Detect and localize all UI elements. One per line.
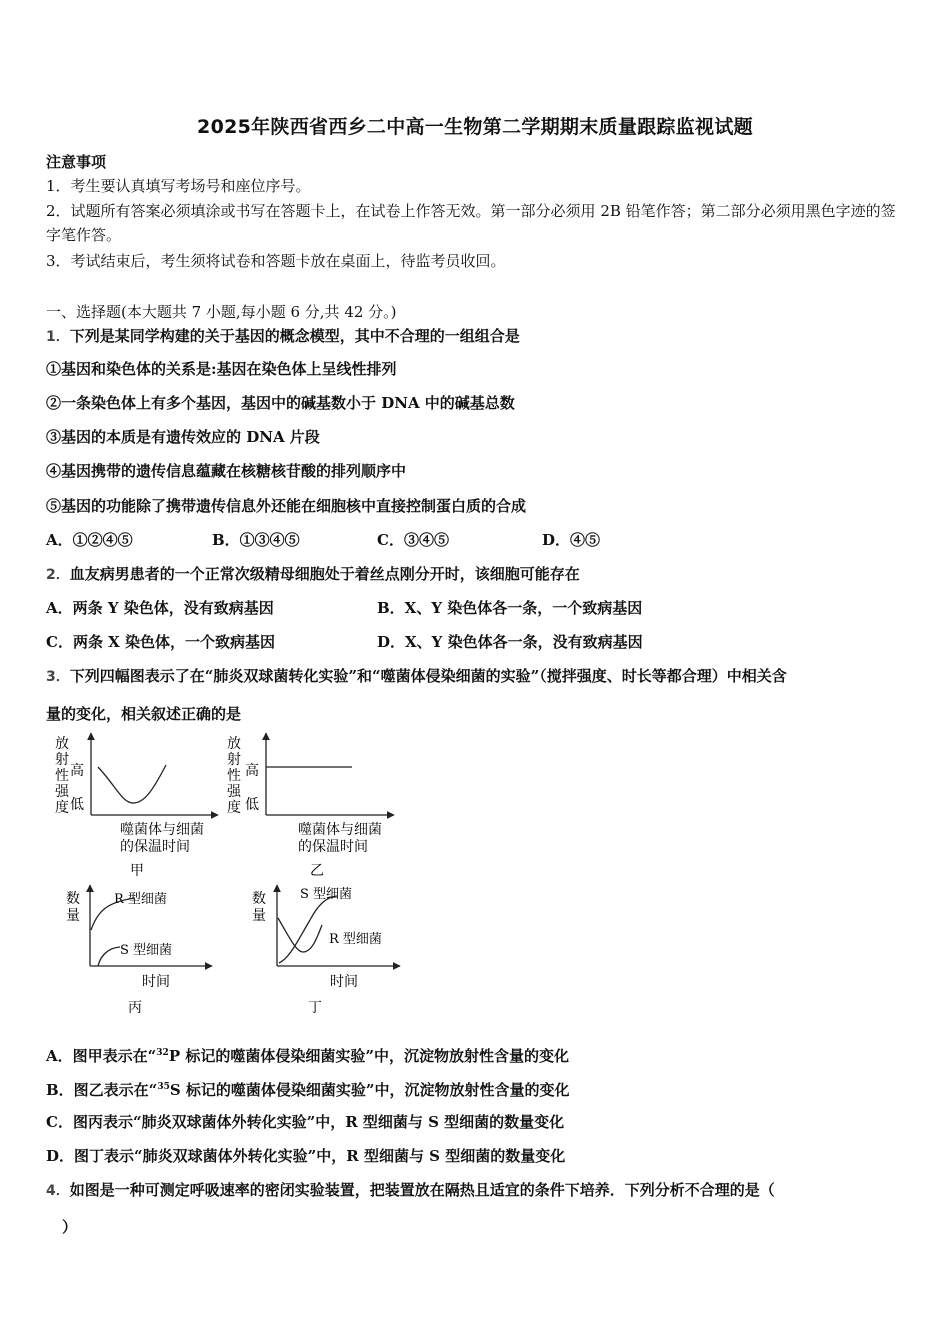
option-text: C．图丙表示“肺炎双球菌体外转化实验”中，R 型细菌与 S 型细菌的数量变化 bbox=[46, 1113, 565, 1131]
question-number: 4． bbox=[46, 1183, 70, 1199]
notice-item-3: 3．考试结束后，考生须将试卷和答题卡放在桌面上，待监考员收回。 bbox=[46, 252, 506, 270]
question-number: 1． bbox=[46, 329, 70, 345]
s-type-label: S 型细菌 bbox=[120, 943, 173, 958]
question-number: 3． bbox=[46, 669, 70, 685]
question-number: 2． bbox=[46, 567, 70, 583]
y-label-char: 强 bbox=[227, 784, 241, 800]
q3-figures bbox=[40, 730, 420, 1020]
superscript: 35 bbox=[157, 1082, 170, 1092]
question-1 bbox=[46, 324, 520, 349]
q3-option-c[interactable] bbox=[46, 1110, 564, 1134]
y-label-char: 度 bbox=[55, 800, 69, 816]
option-text: P 标记的噬菌体侵染细菌实验”中，沉淀物放射性含量的变化 bbox=[168, 1047, 569, 1065]
r-type-curve bbox=[278, 918, 322, 952]
superscript: 32 bbox=[156, 1048, 169, 1058]
question-4-paren: ） bbox=[62, 1218, 78, 1236]
y-label-char: 度 bbox=[227, 800, 241, 816]
y-label-char: 量 bbox=[252, 908, 266, 924]
y-label-char: 数 bbox=[252, 891, 266, 907]
option-text: B．图乙表示在“ bbox=[46, 1081, 158, 1099]
figure-name: 乙 bbox=[310, 863, 324, 879]
q1-option-a[interactable]: A．①②④⑤ bbox=[46, 531, 133, 549]
question-3-line-2: 量的变化，相关叙述正确的是 bbox=[46, 705, 242, 723]
y-label-char: 强 bbox=[55, 784, 69, 800]
s-type-curve bbox=[279, 896, 337, 963]
figure-bing bbox=[66, 885, 212, 1016]
y-label-char: 放 bbox=[227, 736, 241, 752]
y-label-char: 射 bbox=[227, 752, 241, 768]
question-2 bbox=[46, 562, 580, 587]
x-label: 时间 bbox=[142, 974, 170, 990]
option-text: S 标记的噬菌体侵染细菌实验”中，沉淀物放射性含量的变化 bbox=[169, 1081, 570, 1099]
x-label: 时间 bbox=[330, 974, 358, 990]
figure-jia bbox=[55, 733, 218, 879]
x-label-line-1: 噬菌体与细菌 bbox=[298, 822, 382, 838]
high-label: 高 bbox=[245, 763, 259, 779]
r-type-label: R 型细菌 bbox=[329, 932, 382, 947]
notice-item-1: 1．考生要认真填写考场号和座位序号。 bbox=[46, 177, 311, 195]
x-label-line-1: 噬菌体与细菌 bbox=[120, 822, 204, 838]
notice-heading: 注意事项 bbox=[46, 153, 107, 171]
figure-yi bbox=[227, 733, 394, 879]
x-label-line-2: 的保温时间 bbox=[298, 839, 368, 855]
page-title: 2025年陕西省西乡二中高一生物第二学期期末质量跟踪监视试题 bbox=[197, 116, 753, 138]
q1-option-b[interactable]: B．①③④⑤ bbox=[212, 531, 300, 549]
q2-option-b[interactable]: B．X、Y 染色体各一条，一个致病基因 bbox=[377, 599, 643, 617]
figure-name: 丁 bbox=[308, 1000, 322, 1016]
statement-5: ⑤基因的功能除了携带遗传信息外还能在细胞核中直接控制蛋白质的合成 bbox=[46, 497, 527, 515]
figure-name: 丙 bbox=[128, 1000, 142, 1016]
y-label-char: 数 bbox=[66, 891, 80, 907]
low-label: 低 bbox=[245, 797, 259, 813]
y-label-char: 放 bbox=[55, 736, 69, 752]
statement-1: ①基因和染色体的关系是:基因在染色体上呈线性排列 bbox=[46, 360, 397, 378]
figure-ding bbox=[252, 885, 400, 1016]
s-type-curve bbox=[98, 947, 120, 966]
question-stem: 下列是某同学构建的关于基因的概念模型，其中不合理的一组组合是 bbox=[69, 327, 520, 345]
question-3 bbox=[46, 664, 787, 689]
y-label-char: 性 bbox=[55, 768, 69, 784]
figure-name: 甲 bbox=[130, 863, 144, 879]
low-label: 低 bbox=[70, 797, 84, 813]
q3-option-b[interactable] bbox=[46, 1075, 570, 1102]
q2-option-a[interactable]: A．两条 Y 染色体，没有致病基因 bbox=[46, 599, 274, 617]
q1-option-c[interactable]: C．③④⑤ bbox=[377, 531, 449, 549]
y-label-char: 量 bbox=[66, 908, 80, 924]
q3-option-d[interactable] bbox=[46, 1144, 565, 1168]
high-label: 高 bbox=[70, 763, 84, 779]
option-text: A．图甲表示在“ bbox=[46, 1047, 157, 1065]
statement-2: ②一条染色体上有多个基因，基因中的碱基数小于 DNA 中的碱基总数 bbox=[46, 394, 515, 412]
statement-3: ③基因的本质是有遗传效应的 DNA 片段 bbox=[46, 428, 320, 446]
x-label-line-2: 的保温时间 bbox=[120, 839, 190, 855]
s-type-label: S 型细菌 bbox=[300, 887, 353, 902]
option-text: D．图丁表示“肺炎双球菌体外转化实验”中，R 型细菌与 S 型细菌的数量变化 bbox=[46, 1147, 566, 1165]
notice-item-2: 2．试题所有答案必须填涂或书写在答题卡上，在试卷上作答无效。第一部分必须用 2B 铅笔作答；第二部分必须用黑色字迹的签字笔作答。 bbox=[46, 202, 896, 244]
q3-option-a[interactable] bbox=[46, 1041, 569, 1068]
q2-option-c[interactable]: C．两条 X 染色体，一个致病基因 bbox=[46, 633, 276, 651]
question-stem-line-1: 下列四幅图表示了在“肺炎双球菌转化实验”和“噬菌体侵染细菌的实验”（搅拌强度、时长等都合理）中相关含 bbox=[69, 667, 787, 685]
y-label-char: 性 bbox=[227, 768, 241, 784]
question-stem: 血友病男患者的一个正常次级精母细胞处于着丝点刚分开时，该细胞可能存在 bbox=[69, 565, 580, 583]
q2-option-d[interactable]: D．X、Y 染色体各一条，没有致病基因 bbox=[377, 633, 643, 651]
question-4 bbox=[46, 1178, 775, 1203]
r-type-label: R 型细菌 bbox=[114, 892, 167, 907]
statement-4: ④基因携带的遗传信息蕴藏在核糖核苷酸的排列顺序中 bbox=[46, 462, 407, 480]
y-label-char: 射 bbox=[55, 752, 69, 768]
question-stem: 如图是一种可测定呼吸速率的密闭实验装置，把装置放在隔热且适宜的条件下培养．下列分析不合理的是（ bbox=[69, 1181, 775, 1199]
section-heading: 一、选择题(本大题共 7 小题,每小题 6 分,共 42 分。) bbox=[46, 303, 397, 321]
q1-option-d[interactable]: D．④⑤ bbox=[542, 531, 601, 549]
radioactivity-curve bbox=[98, 765, 166, 803]
